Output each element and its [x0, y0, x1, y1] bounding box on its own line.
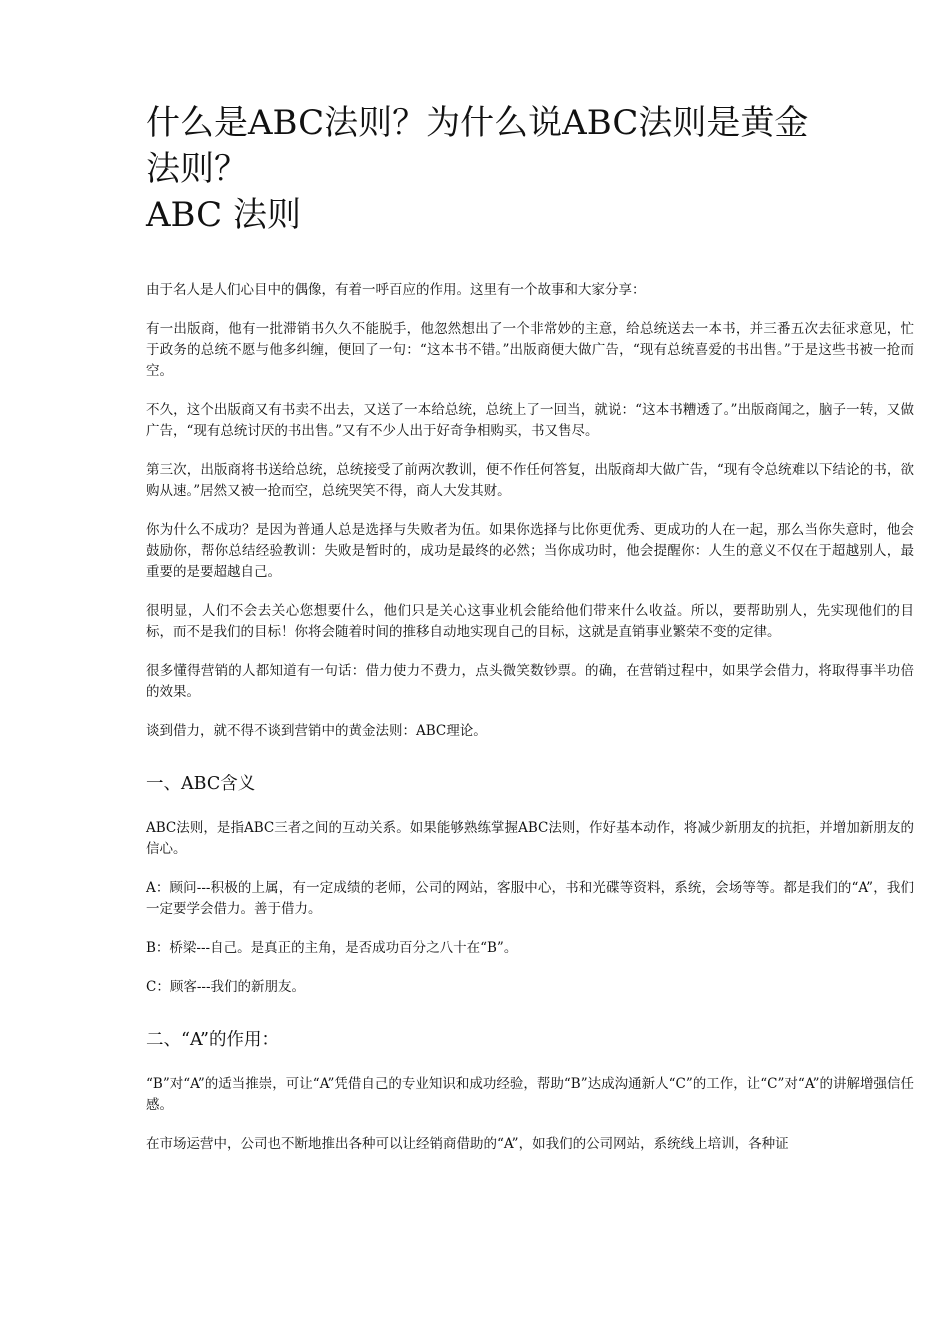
section-heading-abc-meaning: 一、ABC含义	[146, 774, 256, 794]
paragraph: 在市场运营中，公司也不断地推出各种可以让经销商借助的“A”，如我们的公司网站，系统线上培训，各种证	[146, 1136, 789, 1152]
paragraph: A：顾问---积极的上属，有一定成绩的老师，公司的网站，客服中心，书和光碟等资料，系统，会场等等。都是我们的“A”，我们一定要学会借力。善于借力。	[146, 880, 914, 917]
document-title	[146, 100, 914, 238]
paragraph: ABC法则，是指ABC三者之间的互动关系。如果能够熟练掌握ABC法则，作好基本动作，将减少新朋友的抗拒，并增加新朋友的信心。	[146, 820, 914, 857]
paragraph: C：顾客---我们的新朋友。	[146, 979, 306, 995]
paragraph: “B”对“A”的适当推崇，可让“A”凭借自己的专业知识和成功经验，帮助“B”达成沟通新人“C”的工作，让“C”对“A”的讲解增强信任感。	[146, 1076, 914, 1113]
paragraph: 有一出版商，他有一批滞销书久久不能脱手，他忽然想出了一个非常妙的主意，给总统送去一本书，并三番五次去征求意见，忙于政务的总统不愿与他多纠缠，便回了一句：“这本书不错。”出版商便大做广告，“现有总统喜爱的书出售。”于是这些书被一抢而空。	[146, 321, 914, 379]
paragraph: 第三次，出版商将书送给总统，总统接受了前两次教训，便不作任何答复，出版商却大做广告，“现有令总统难以下结论的书，欲购从速。”居然又被一抢而空，总统哭笑不得，商人大发其财。	[146, 462, 914, 499]
document-page	[146, 100, 914, 1173]
paragraph: 谈到借力，就不得不谈到营销中的黄金法则：ABC理论。	[146, 723, 487, 739]
title-line-2: 法则？	[146, 149, 248, 189]
paragraph: 由于名人是人们心目中的偶像，有着一呼百应的作用。这里有一个故事和大家分享：	[146, 282, 646, 298]
paragraph: 不久，这个出版商又有书卖不出去，又送了一本给总统，总统上了一回当，就说：“这本书糟透了。”出版商闻之，脑子一转，又做广告，“现有总统讨厌的书出售。”又有不少人出于好奇争相购买，书又售尽。	[146, 402, 914, 439]
document-body	[146, 280, 914, 1155]
paragraph: 很多懂得营销的人都知道有一句话：借力使力不费力，点头微笑数钞票。的确，在营销过程中，如果学会借力，将取得事半功倍的效果。	[146, 663, 914, 700]
title-line-1: 什么是ABC法则？为什么说ABC法则是黄金	[146, 103, 809, 143]
title-line-3: ABC 法则	[146, 195, 301, 235]
paragraph: 很明显，人们不会去关心您想要什么，他们只是关心这事业机会能给他们带来什么收益。所以，要帮助别人，先实现他们的目标，而不是我们的目标！你将会随着时间的推移自动地实现自己的目标，这就是直销事业繁荣不变的定律。	[146, 603, 914, 640]
paragraph: B：桥梁---自己。是真正的主角，是否成功百分之八十在“B”。	[146, 940, 518, 956]
paragraph: 你为什么不成功？是因为普通人总是选择与失败者为伍。如果你选择与比你更优秀、更成功的人在一起，那么当你失意时，他会鼓励你，帮你总结经验教训：失败是暂时的，成功是最终的必然；当你成功时，他会提醒你：人生的意义不仅在于超越别人，最重要的是要超越自己。	[146, 522, 914, 580]
section-heading-a-role: 二、“A”的作用：	[146, 1030, 279, 1050]
